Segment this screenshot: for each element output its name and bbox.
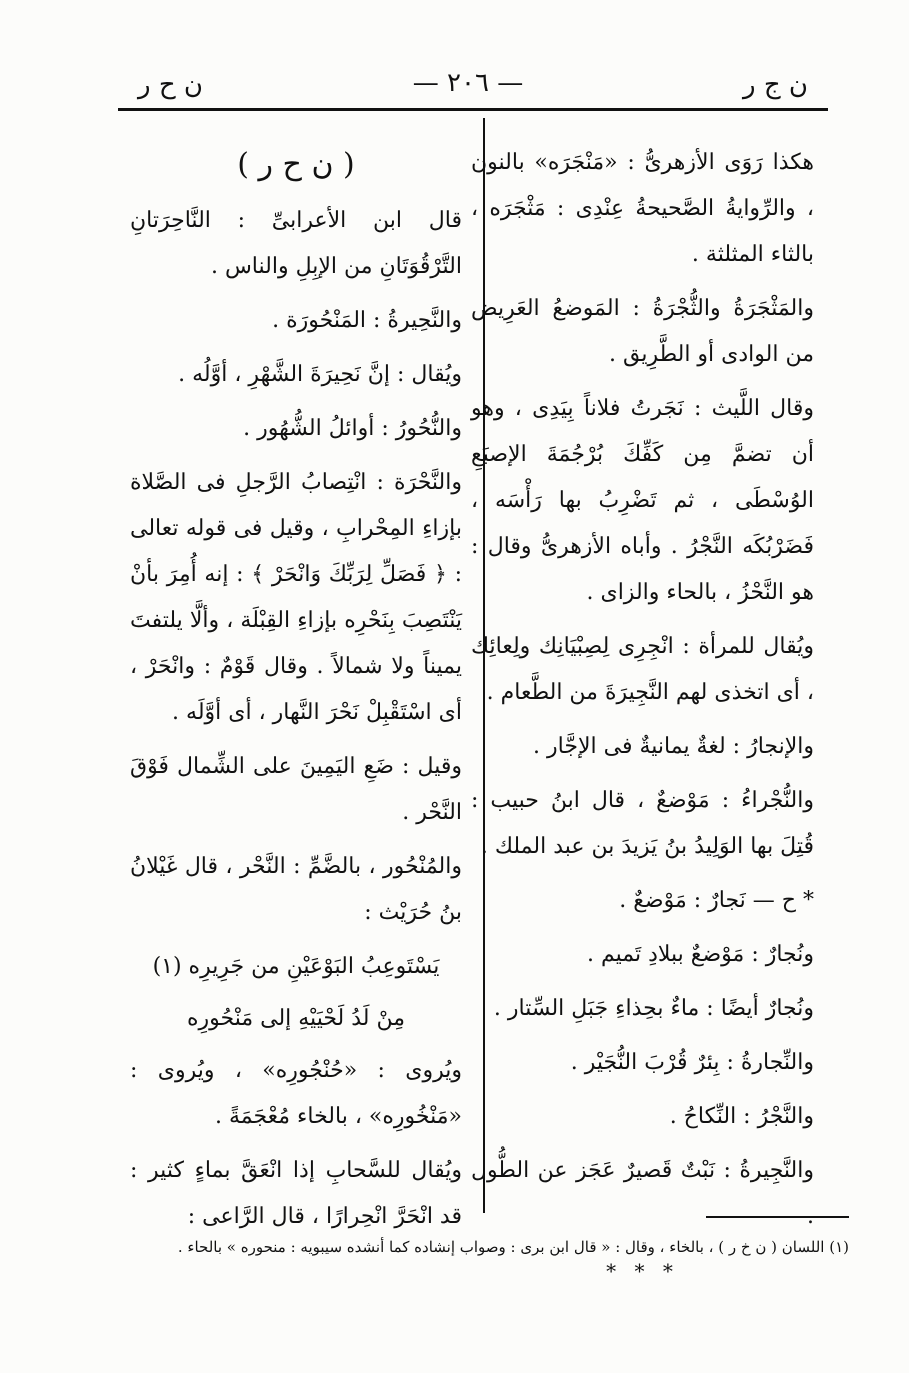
entry-paragraph: والنِّجارةُ : بِئرٌ قُرْبَ النُّجَيْر . (570, 1050, 814, 1075)
entry-paragraph: وقال اللَّيث : نَجَرتُ فلاناً بِيَدِى ، وهو أن تضمَّ مِن كَفِّكَ بُرْجُمَةَ الإصبَعِ الوُسْطَى ، ثم تَضْرِبُ بها رَأْسَه ، فَضَرْبُكَه النَّجْرُ . وأباه الأزهرىُّ وقال : هو النَّحْزُ ، بالحاء والزاى . (471, 396, 814, 605)
entry-title: ( ن ح ر ) (237, 147, 355, 182)
page-number: — ٢٠٦ — (412, 68, 524, 98)
entry-paragraph: والإنجارُ : لغةٌ يمانيةٌ فى الإجَّار . (533, 734, 814, 759)
entry-paragraph: ونُجارٌ : مَوْضعٌ ببلادِ تَميم . (587, 942, 814, 967)
footnote-rule (706, 1216, 849, 1218)
entry-paragraph: ويُروى : «حُنْجُورِه» ، ويُروى : «مَنْخُورِه» ، بالخاء مُعْجَمَةً . (130, 1058, 462, 1129)
running-header (118, 58, 818, 108)
entry-paragraph: والنَّجِيرةُ : نَبْتٌ قَصيرٌ عَجَز عن الطُّول . (471, 1158, 814, 1229)
footnote: (١) اللسان ( ن خ ر ) ، بالخاء ، وقال : « قال ابن برى : وصواب إنشاده كما أنشده سيبويه : منحوره » بالحاء . (177, 1238, 849, 1256)
header-rule (118, 108, 828, 111)
right-column (471, 140, 814, 1294)
entry-paragraph: والمَثْجَرَةُ والثُّجْرَةُ : المَوضعُ العَرِيض من الوادى أو الطَّرِيق . (471, 296, 814, 367)
entry-paragraph: والمُنْحُور ، بالضَّمِّ : النَّحْر ، قال غَيْلانُ بنُ حُرَيْث : (130, 854, 462, 925)
verse-line: مِنْ لَدُ لَحْيَيْهِ إلى مَنْحُورِه (186, 1006, 406, 1031)
entry-paragraph: * ح — نَجارٌ : مَوْضعٌ . (619, 888, 814, 913)
entry-paragraph: ويُقال : إنَّ نَحِيرَةَ الشَّهْرِ ، أوَّلُه . (178, 362, 462, 387)
entry-paragraph: والنَّحْرَة : انْتِصابُ الرَّجلِ فى الصَّلاة بإزاءِ المِحْرابِ ، وقيل فى قوله تعالى : ﴿ فَصَلِّ لِرَبِّكَ وَانْحَرْ ﴾ : إنه أُمِرَ بأنْ يَنْتَصِبَ بِنَحْرِه بإزاءِ القِبْلَة ، وألَّا يلتفتَ يميناً ولا شمالاً . وقال قَوْمٌ : وانْحَرْ ، أى اسْتَقْبِلْ نَحْرَ النَّهار ، أى أوَّلَه . (130, 470, 462, 725)
entry-paragraph: والنُّحُورُ : أوائلُ الشُّهُور . (243, 416, 462, 441)
header-root-left: ن ح ر (138, 70, 203, 100)
entry-paragraph: ويُقال للمرأة : انْجِرِى لِصِبْيَانِك ولِعائِك ، أى اتخذى لهم النَّجِيرَةَ من الطَّعام . (471, 634, 814, 705)
entry-paragraph: والنُّجْراءُ : مَوْضعٌ ، قال ابنُ حبيب : قُتِلَ بها الوَلِيدُ بنُ يَزيدَ بن عبد الملك . (471, 788, 814, 859)
section-end-stars: * * * (606, 1259, 679, 1283)
entry-paragraph: ونُجارٌ أيضًا : ماءٌ بحِذاءِ جَبَلِ السِّتار . (493, 996, 814, 1021)
entry-paragraph: وقيل : ضَعِ اليَمِينَ على الشِّمال فَوْقَ النَّحْر . (130, 754, 462, 825)
entry-paragraph: والنَّحِيرةُ : المَنْحُورَة . (272, 308, 462, 333)
header-root-right: ن ج ر (743, 70, 808, 100)
left-column (130, 142, 462, 1248)
entry-paragraph: ويُقال للسَّحابِ إذا انْعَقَّ بماءٍ كثير : قد انْحَرَّ انْحِرارًا ، قال الرَّاعى : (130, 1158, 462, 1229)
entry-paragraph: والنَّجْرُ : النِّكاحُ . (669, 1104, 814, 1129)
verse-line: يَسْتَوعِبُ البَوْعَيْنِ من جَرِيرِه (١) (152, 954, 440, 979)
entry-paragraph: هكذا رَوَى الأزهرىُّ : «مَنْجَرَه» بالنون ، والرِّوايةُ الصَّحيحةُ عِنْدِى : مَثْجَرَه ، بالثاء المثلثة . (471, 150, 814, 267)
entry-paragraph: قال ابن الأعرابىِّ : النَّاحِرَتانِ التَّرْقُوَتَانِ من الإبِلِ والناس . (130, 208, 462, 279)
